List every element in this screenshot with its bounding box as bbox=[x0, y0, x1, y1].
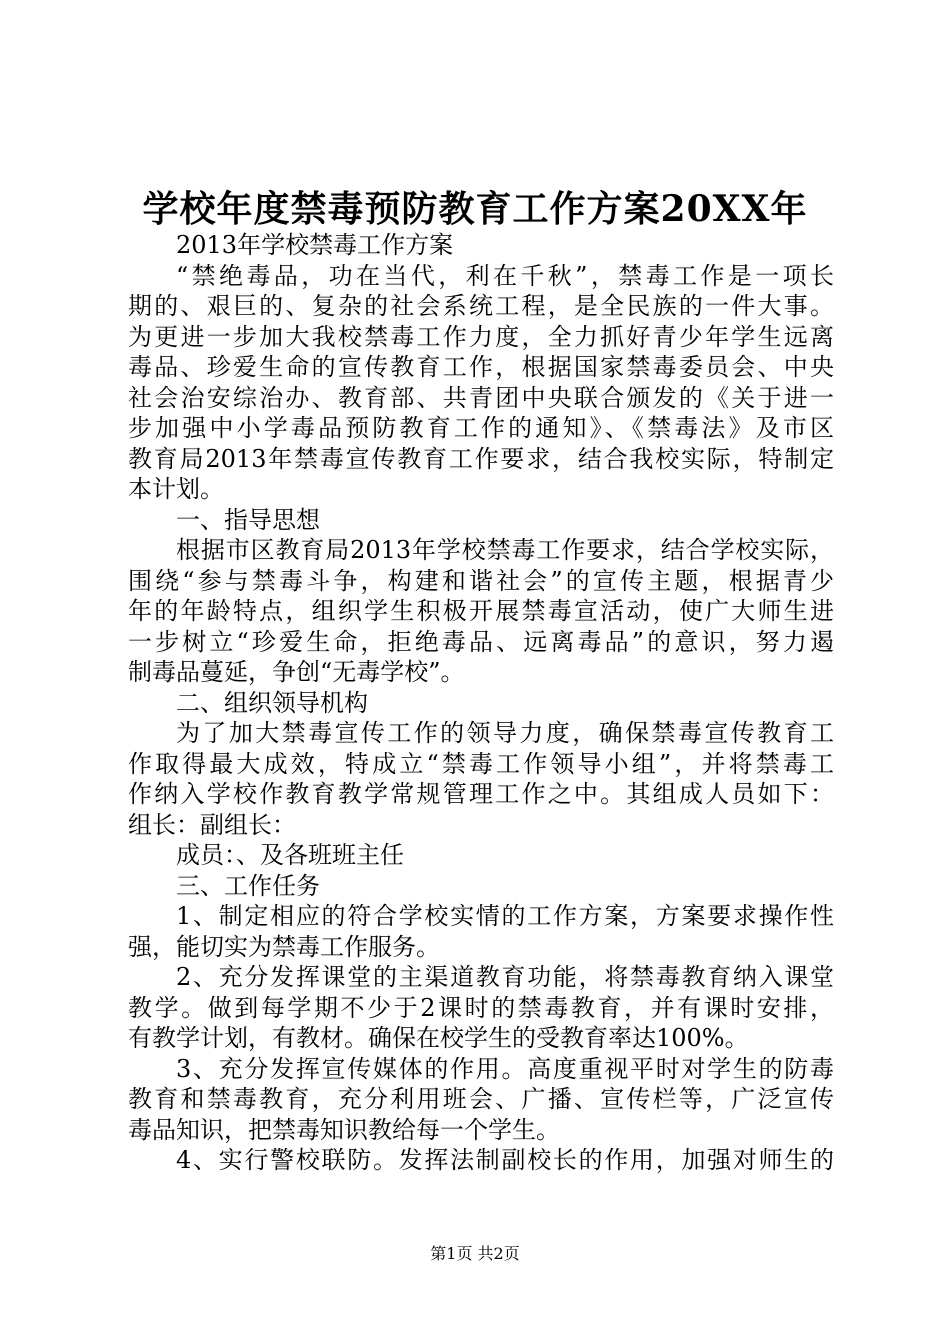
paragraph-line: 期的、艰巨的、复杂的社会系统工程，是全民族的一件大事。 bbox=[128, 292, 834, 320]
document-title: 学校年度禁毒预防教育工作方案20XX年 bbox=[142, 188, 808, 230]
paragraph-line: 作取得最大成效，特成立“禁毒工作领导小组”，并将禁毒工 bbox=[128, 749, 834, 778]
paragraph-line: 作纳入学校作教育教学常规管理工作之中。其组成人员如下： bbox=[128, 780, 834, 808]
paragraph-line: 2013年学校禁毒工作方案 bbox=[176, 231, 454, 259]
paragraph-line: 组长：副组长： bbox=[128, 810, 296, 839]
paragraph-line: 根据市区教育局2013年学校禁毒工作要求，结合学校实际， bbox=[176, 536, 834, 564]
paragraph-line: “禁绝毒品，功在当代，利在千秋”，禁毒工作是一项长 bbox=[176, 261, 834, 290]
paragraph-line: 步加强中小学毒品预防教育工作的通知》、《禁毒法》及市区 bbox=[128, 414, 834, 442]
paragraph-line: 2、充分发挥课堂的主渠道教育功能，将禁毒教育纳入课堂 bbox=[176, 963, 834, 991]
paragraph-line: 本计划。 bbox=[128, 475, 224, 503]
paragraph-line: 一、指导思想 bbox=[176, 505, 320, 534]
paragraph-line: 一步树立“珍爱生命，拒绝毒品、远离毒品”的意识，努力遏 bbox=[128, 627, 834, 656]
paragraph-line: 围绕“参与禁毒斗争，构建和谐社会”的宣传主题，根据青少 bbox=[128, 566, 834, 595]
paragraph-line: 1、制定相应的符合学校实情的工作方案，方案要求操作性 bbox=[176, 902, 834, 930]
paragraph-line: 社会治安综治办、教育部、共青团中央联合颁发的《关于进一 bbox=[128, 383, 834, 412]
paragraph-line: 毒品知识，把禁毒知识教给每一个学生。 bbox=[128, 1115, 560, 1144]
paragraph-line: 为更进一步加大我校禁毒工作力度，全力抓好青少年学生远离 bbox=[128, 322, 834, 351]
paragraph-line: 三、工作任务 bbox=[176, 871, 320, 900]
paragraph-line: 教学。做到每学期不少于2课时的禁毒教育，并有课时安排， bbox=[128, 993, 834, 1022]
paragraph-line: 为了加大禁毒宣传工作的领导力度，确保禁毒宣传教育工 bbox=[176, 719, 834, 747]
paragraph-line: 强，能切实为禁毒工作服务。 bbox=[128, 932, 440, 961]
paragraph-line: 有教学计划，有教材。确保在校学生的受教育率达100%。 bbox=[128, 1024, 749, 1052]
paragraph-line: 4、实行警校联防。发挥法制副校长的作用，加强对师生的 bbox=[176, 1146, 834, 1174]
page-footer: 第1页 共2页 bbox=[430, 1244, 520, 1263]
paragraph-line: 二、组织领导机构 bbox=[176, 688, 368, 717]
document-body bbox=[128, 230, 834, 1176]
paragraph-line: 成员：、及各班班主任 bbox=[176, 841, 404, 869]
paragraph-line: 毒品、珍爱生命的宣传教育工作，根据国家禁毒委员会、中央 bbox=[128, 353, 834, 381]
paragraph-line: 制毒品蔓延，争创“无毒学校”。 bbox=[128, 658, 465, 686]
paragraph-line: 3、充分发挥宣传媒体的作用。高度重视平时对学生的防毒 bbox=[176, 1054, 834, 1083]
paragraph-line: 年的年龄特点，组织学生积极开展禁毒宣活动，使广大师生进 bbox=[128, 597, 834, 625]
paragraph-line: 教育和禁毒教育，充分利用班会、广播、宣传栏等，广泛宣传 bbox=[128, 1085, 834, 1113]
paragraph-line: 教育局2013年禁毒宣传教育工作要求，结合我校实际，特制定 bbox=[128, 444, 834, 473]
